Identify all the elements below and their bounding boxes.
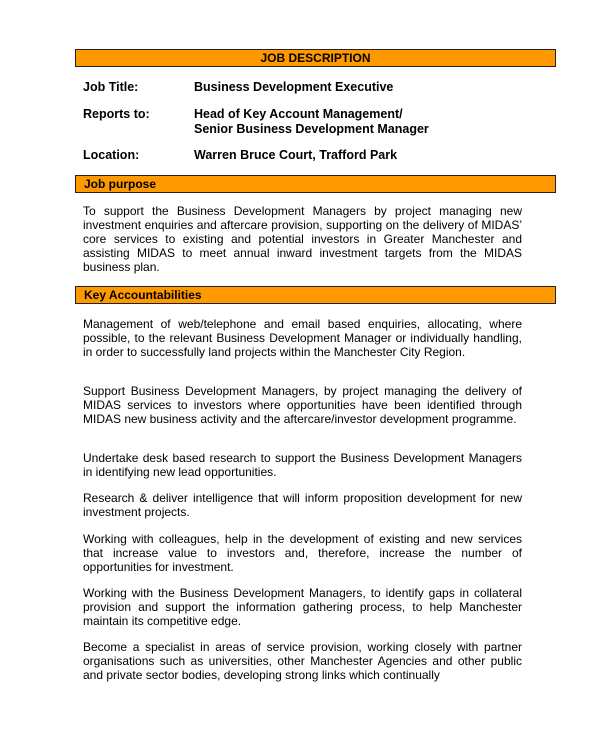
accountability-item: Research & deliver intelligence that will inform proposition development for new investment projects. [83, 491, 522, 519]
key-accountabilities-heading: Key Accountabilities [75, 286, 556, 304]
reports-to-label: Reports to: [83, 107, 150, 121]
job-title-value: Business Development Executive [194, 80, 394, 94]
reports-to-value-line1: Head of Key Account Management/ [194, 107, 403, 121]
location-label: Location: [83, 148, 140, 162]
accountability-item: Management of web/telephone and email based enquiries, allocating, where possible, to the relevant Business Development Manager or individually handling, in order to successfully land projects within the Manchester City Region. [83, 317, 522, 359]
accountability-item: Working with colleagues, help in the development of existing and new services that increase value to investors and, therefore, increase the number of opportunities for investment. [83, 532, 522, 574]
job-description-header: JOB DESCRIPTION [75, 49, 556, 67]
reports-to-value-line2: Senior Business Development Manager [194, 122, 429, 136]
accountability-item: Become a specialist in areas of service provision, working closely with partner organisations such as universities, other Manchester Agencies and other public and private sector bodies, developing strong links which continually [83, 640, 522, 682]
job-title-label: Job Title: [83, 80, 139, 94]
location-value: Warren Bruce Court, Trafford Park [194, 148, 398, 162]
accountability-item: Support Business Development Managers, by project managing the delivery of MIDAS services to investors where opportunities have been identified through MIDAS new business activity and the aftercare/investor development programme. [83, 384, 522, 426]
accountability-item: Undertake desk based research to support the Business Development Managers in identifying new lead opportunities. [83, 451, 522, 479]
job-purpose-text: To support the Business Development Managers by project managing new investment enquiries and aftercare provision, supporting on the delivery of MIDAS’ core services to existing and potential investors in Greater Manchester and assisting MIDAS to meet annual inward investment targets from the MIDAS business plan. [83, 204, 522, 274]
job-purpose-heading: Job purpose [75, 175, 556, 193]
accountability-item: Working with the Business Development Managers, to identify gaps in collateral provision and support the information gathering process, to help Manchester maintain its competitive edge. [83, 586, 522, 628]
